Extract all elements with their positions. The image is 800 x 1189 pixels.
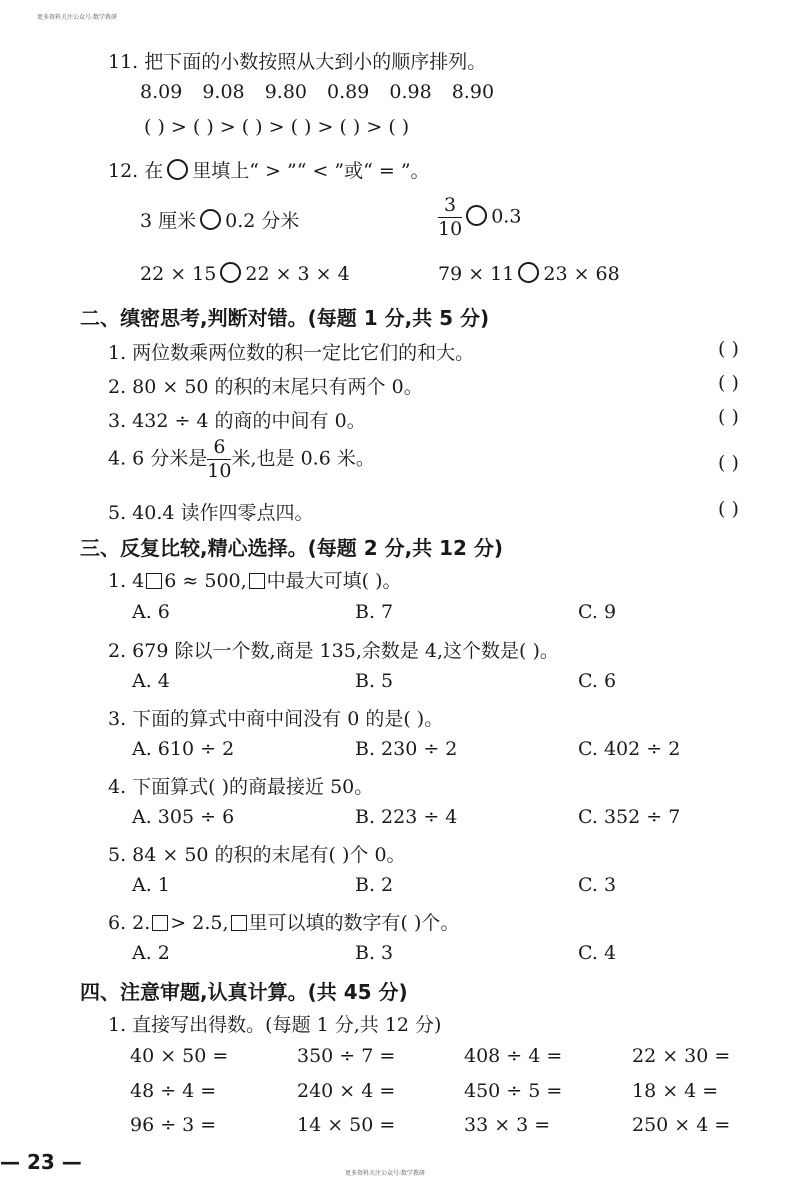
- q12-r2a-left: 22 × 15: [140, 263, 217, 285]
- q12-title-pre: 12. 在: [108, 160, 164, 182]
- s3-q1: [108, 566, 402, 593]
- s2-item-2: 2. 80 × 50 的积的末尾只有两个 0。: [108, 376, 423, 398]
- calc-r3c2[interactable]: 14 × 50 =: [297, 1114, 396, 1136]
- q12-r1a-left: 3 厘米: [140, 210, 197, 232]
- s3-q1-post2: 中最大可填( )。: [266, 570, 402, 592]
- blank-box-icon: [146, 573, 162, 589]
- calc-r1c4[interactable]: 22 × 30 =: [632, 1045, 731, 1067]
- q11-title: 11. 把下面的小数按照从大到小的顺序排列。: [108, 51, 487, 73]
- answer-circle[interactable]: [220, 262, 241, 283]
- answer-circle[interactable]: [518, 262, 539, 283]
- s2-answer-1[interactable]: ( ): [718, 338, 739, 360]
- blank-box-icon: [231, 915, 247, 931]
- s3-q1-pre: 1. 4: [108, 570, 145, 592]
- q12-r1b-right: 0.3: [491, 205, 522, 228]
- s3-q4-option-b[interactable]: B. 223 ÷ 4: [355, 806, 458, 828]
- page-number-dash: —: [54, 1150, 82, 1174]
- calc-r3c1[interactable]: 96 ÷ 3 =: [130, 1114, 217, 1136]
- s3-q6-pre: 6. 2.: [108, 912, 151, 934]
- calc-r2c2[interactable]: 240 × 4 =: [297, 1080, 396, 1102]
- fraction-numerator: 6: [207, 438, 231, 460]
- s2-answer-2[interactable]: ( ): [718, 372, 739, 394]
- calc-r3c4[interactable]: 250 × 4 =: [632, 1114, 731, 1136]
- q12-r2b-right: 23 × 68: [543, 263, 620, 285]
- s3-q1-option-b[interactable]: B. 7: [355, 601, 394, 623]
- s3-q4: 4. 下面算式( )的商最接近 50。: [108, 776, 374, 798]
- section-3-heading: 三、反复比较,精心选择。(每题 2 分,共 12 分): [80, 536, 504, 560]
- calc-r3c3[interactable]: 33 × 3 =: [464, 1114, 551, 1136]
- calc-r1c1[interactable]: 40 × 50 =: [130, 1045, 229, 1067]
- q12-item-1a: [140, 206, 299, 233]
- calc-r2c1[interactable]: 48 ÷ 4 =: [130, 1080, 217, 1102]
- s2-answer-4[interactable]: ( ): [718, 452, 739, 474]
- q12-title: [108, 156, 430, 183]
- calc-r2c3[interactable]: 450 ÷ 5 =: [464, 1080, 563, 1102]
- header-note: 更多资料关注公众号:数学教研: [37, 14, 118, 21]
- s2-item-4-fraction: [207, 438, 231, 481]
- calc-r1c3[interactable]: 408 ÷ 4 =: [464, 1045, 563, 1067]
- s2-item-3: 3. 432 ÷ 4 的商的中间有 0。: [108, 410, 366, 432]
- s3-q3-option-c[interactable]: C. 402 ÷ 2: [578, 738, 681, 760]
- q12-item-2a: [140, 262, 350, 285]
- s3-q2-option-a[interactable]: A. 4: [132, 670, 170, 692]
- page-number: [0, 1150, 82, 1174]
- s3-q3-option-a[interactable]: A. 610 ÷ 2: [132, 738, 235, 760]
- s2-item-4: [108, 438, 375, 481]
- s3-q5: 5. 84 × 50 的积的末尾有( )个 0。: [108, 844, 406, 866]
- q12-r1a-right: 0.2 分米: [225, 210, 300, 232]
- q11-blanks[interactable]: ( ) > ( ) > ( ) > ( ) > ( ) > ( ): [144, 116, 410, 138]
- q12-r1b-fraction: [438, 196, 462, 239]
- s3-q4-option-c[interactable]: C. 352 ÷ 7: [578, 806, 681, 828]
- q12-r2a-right: 22 × 3 × 4: [245, 263, 350, 285]
- s3-q1-option-c[interactable]: C. 9: [578, 601, 617, 623]
- s2-item-4-pre: 4. 6 分米是: [108, 447, 208, 470]
- answer-circle[interactable]: [466, 205, 487, 226]
- section-2-heading: 二、缜密思考,判断对错。(每题 1 分,共 5 分): [80, 306, 490, 330]
- s3-q6-option-c[interactable]: C. 4: [578, 942, 617, 964]
- q11-numbers: 8.09 9.08 9.80 0.89 0.98 8.90: [140, 81, 495, 103]
- answer-circle[interactable]: [200, 209, 221, 230]
- s3-q1-post: 6 ≈ 500,: [164, 570, 247, 592]
- blank-box-icon: [152, 915, 168, 931]
- fraction-denominator: 10: [438, 218, 463, 240]
- s2-answer-3[interactable]: ( ): [718, 406, 739, 428]
- q12-item-2b: [438, 262, 620, 285]
- s4-sub1: 1. 直接写出得数。(每题 1 分,共 12 分): [108, 1014, 442, 1036]
- s3-q2-option-b[interactable]: B. 5: [355, 670, 394, 692]
- compare-circle-icon: [167, 159, 188, 180]
- s3-q5-option-b[interactable]: B. 2: [355, 874, 394, 896]
- s3-q6: [108, 908, 459, 935]
- fraction-numerator: 3: [438, 196, 462, 218]
- s3-q2-option-c[interactable]: C. 6: [578, 670, 617, 692]
- s2-item-5: 5. 40.4 读作四零点四。: [108, 502, 314, 524]
- s3-q2: 2. 679 除以一个数,商是 135,余数是 4,这个数是( )。: [108, 640, 559, 662]
- s2-item-4-post: 米,也是 0.6 米。: [231, 447, 375, 470]
- section-4-heading: 四、注意审题,认真计算。(共 45 分): [80, 980, 408, 1004]
- q12-title-post: 里填上“ > ”“ < ”或“ = ”。: [192, 160, 430, 182]
- calc-r2c4[interactable]: 18 × 4 =: [632, 1080, 719, 1102]
- page-number-value: 23: [26, 1150, 55, 1174]
- blank-box-icon: [249, 573, 265, 589]
- s3-q4-option-a[interactable]: A. 305 ÷ 6: [132, 806, 235, 828]
- footer-note: 更多资料关注公众号:数学教研: [345, 1170, 426, 1177]
- s3-q6-post: 里可以填的数字有( )个。: [248, 912, 460, 934]
- q12-item-1b: [438, 196, 521, 239]
- s3-q3: 3. 下面的算式中商中间没有 0 的是( )。: [108, 708, 444, 730]
- s3-q5-option-c[interactable]: C. 3: [578, 874, 617, 896]
- s2-answer-5[interactable]: ( ): [718, 498, 739, 520]
- calc-r1c2[interactable]: 350 ÷ 7 =: [297, 1045, 396, 1067]
- s3-q1-option-a[interactable]: A. 6: [132, 601, 170, 623]
- s3-q6-mid: > 2.5,: [170, 912, 229, 934]
- s3-q3-option-b[interactable]: B. 230 ÷ 2: [355, 738, 458, 760]
- q12-r2b-left: 79 × 11: [438, 263, 515, 285]
- s2-item-1: 1. 两位数乘两位数的积一定比它们的和大。: [108, 342, 475, 364]
- s3-q5-option-a[interactable]: A. 1: [132, 874, 170, 896]
- fraction-denominator: 10: [207, 460, 232, 482]
- s3-q6-option-b[interactable]: B. 3: [355, 942, 394, 964]
- s3-q6-option-a[interactable]: A. 2: [132, 942, 170, 964]
- page-number-dash: —: [0, 1150, 27, 1174]
